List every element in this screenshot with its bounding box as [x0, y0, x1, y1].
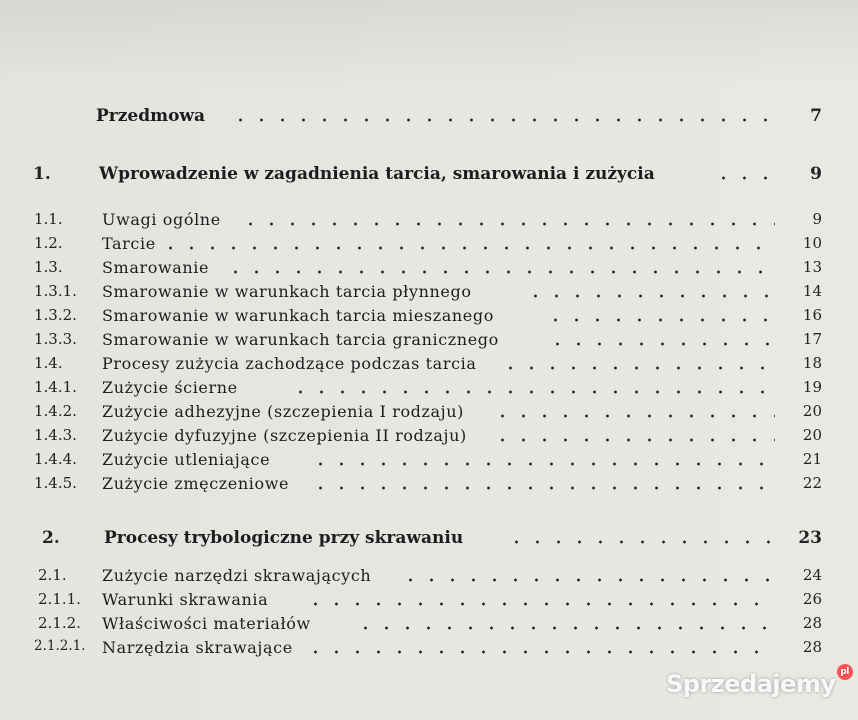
toc-page: 7: [810, 106, 822, 126]
toc-title: Zużycie dyfuzyjne (szczepienia II rodzaju): [102, 426, 467, 445]
toc-entry: [0, 330, 858, 354]
toc-page: 24: [802, 566, 822, 584]
leader-dots: [492, 402, 775, 422]
leader-dots: [525, 282, 775, 302]
toc-page: 21: [802, 450, 822, 468]
leader-dots: [305, 638, 775, 658]
toc-page: 10: [802, 234, 822, 252]
watermark-text: Sprzedajemy: [666, 670, 836, 698]
toc-number: 1.4.: [34, 354, 63, 372]
toc-title: Procesy zużycia zachodzące podczas tarcia: [102, 354, 477, 373]
toc-number: 1.3.3.: [34, 330, 77, 348]
toc-entry-preface: [0, 106, 858, 130]
toc-page: 26: [802, 590, 822, 608]
toc-page: 28: [802, 638, 822, 656]
leader-dots: [310, 474, 775, 494]
toc-page: 19: [802, 378, 822, 396]
toc-number: 1.4.2.: [34, 402, 77, 420]
toc-title: Narzędzia skrawające: [102, 638, 293, 657]
toc-entry: [0, 234, 858, 258]
toc-number: 1.3.2.: [34, 306, 77, 324]
toc-entry: [0, 306, 858, 330]
toc-page: 16: [802, 306, 822, 324]
leader-dots: [305, 590, 775, 610]
toc-title: Zużycie adhezyjne (szczepienia I rodzaju): [102, 402, 464, 421]
toc-number: 1.4.4.: [34, 450, 77, 468]
toc-entry: [0, 426, 858, 450]
toc-number: 1.4.1.: [34, 378, 77, 396]
toc-page: 22: [802, 474, 822, 492]
toc-entry: [0, 378, 858, 402]
toc-title: Tarcie: [102, 234, 156, 253]
leader-dots: [290, 378, 775, 398]
toc-number: 1.3.1.: [34, 282, 77, 300]
toc-entry: [0, 282, 858, 306]
toc-number: 2.: [42, 528, 60, 548]
toc-number: 2.1.2.: [38, 614, 81, 632]
toc-title: Zużycie utleniające: [102, 450, 271, 469]
leader-dots: [547, 330, 775, 350]
toc-page: 13: [802, 258, 822, 276]
toc-page: 9: [812, 210, 822, 228]
toc-title: Warunki skrawania: [102, 590, 269, 609]
toc-number: 2.1.2.1.: [34, 638, 86, 654]
leader-dots: [225, 258, 775, 278]
toc-title: Zużycie ścierne: [102, 378, 238, 397]
toc-page: 18: [802, 354, 822, 372]
toc-title: Zużycie zmęczeniowe: [102, 474, 290, 493]
toc-title: Smarowanie: [102, 258, 210, 277]
leader-dots: [240, 210, 775, 230]
toc-title: Przedmowa: [96, 106, 206, 126]
toc-title: Właściwości materiałów: [102, 614, 311, 633]
toc-entry: [0, 450, 858, 474]
leader-dots: [230, 106, 775, 126]
toc-number: 1.2.: [34, 234, 63, 252]
leader-dots: [506, 528, 775, 548]
toc-entry-chapter-1: [0, 164, 858, 188]
toc-entry-chapter-2: [0, 528, 858, 552]
toc-number: 1.: [33, 164, 51, 184]
leader-dots: [160, 234, 775, 254]
toc-number: 1.4.3.: [34, 426, 77, 444]
leader-dots: [492, 426, 775, 446]
leader-dots: [713, 164, 775, 184]
leader-dots: [500, 354, 775, 374]
leader-dots: [310, 450, 775, 470]
toc-title: Smarowanie w warunkach tarcia płynnego: [102, 282, 472, 301]
toc-entry: [0, 474, 858, 498]
toc-entry: [0, 638, 858, 662]
leader-dots: [400, 566, 775, 586]
toc-number: 1.3.: [34, 258, 63, 276]
toc-title: Zużycie narzędzi skrawających: [102, 566, 372, 585]
toc-title: Procesy trybologiczne przy skrawaniu: [104, 528, 464, 548]
toc-page: 20: [802, 402, 822, 420]
toc-number: 2.1.1.: [38, 590, 81, 608]
toc-number: 1.4.5.: [34, 474, 77, 492]
toc-entry: [0, 258, 858, 282]
leader-dots: [545, 306, 775, 326]
toc-page: 14: [802, 282, 822, 300]
toc-entry: [0, 402, 858, 426]
sprzedajemy-watermark: [666, 664, 853, 704]
toc-title: Smarowanie w warunkach tarcia granicznego: [102, 330, 499, 349]
toc-page: 28: [802, 614, 822, 632]
toc-entry: [0, 590, 858, 614]
toc-page: 9: [810, 164, 822, 184]
leader-dots: [355, 614, 775, 634]
toc-page: 20: [802, 426, 822, 444]
toc-entry: [0, 566, 858, 590]
toc-title: Wprowadzenie w zagadnienia tarcia, smarowania i zużycia: [99, 164, 655, 184]
toc-entry: [0, 614, 858, 638]
watermark-badge: pl: [837, 664, 853, 680]
toc-title: Smarowanie w warunkach tarcia mieszanego: [102, 306, 494, 325]
toc-title: Uwagi ogólne: [102, 210, 221, 229]
toc-page: 23: [798, 528, 822, 548]
toc-entry: [0, 210, 858, 234]
toc-entry: [0, 354, 858, 378]
toc-number: 2.1.: [38, 566, 67, 584]
toc-number: 1.1.: [34, 210, 63, 228]
toc-page: 17: [802, 330, 822, 348]
